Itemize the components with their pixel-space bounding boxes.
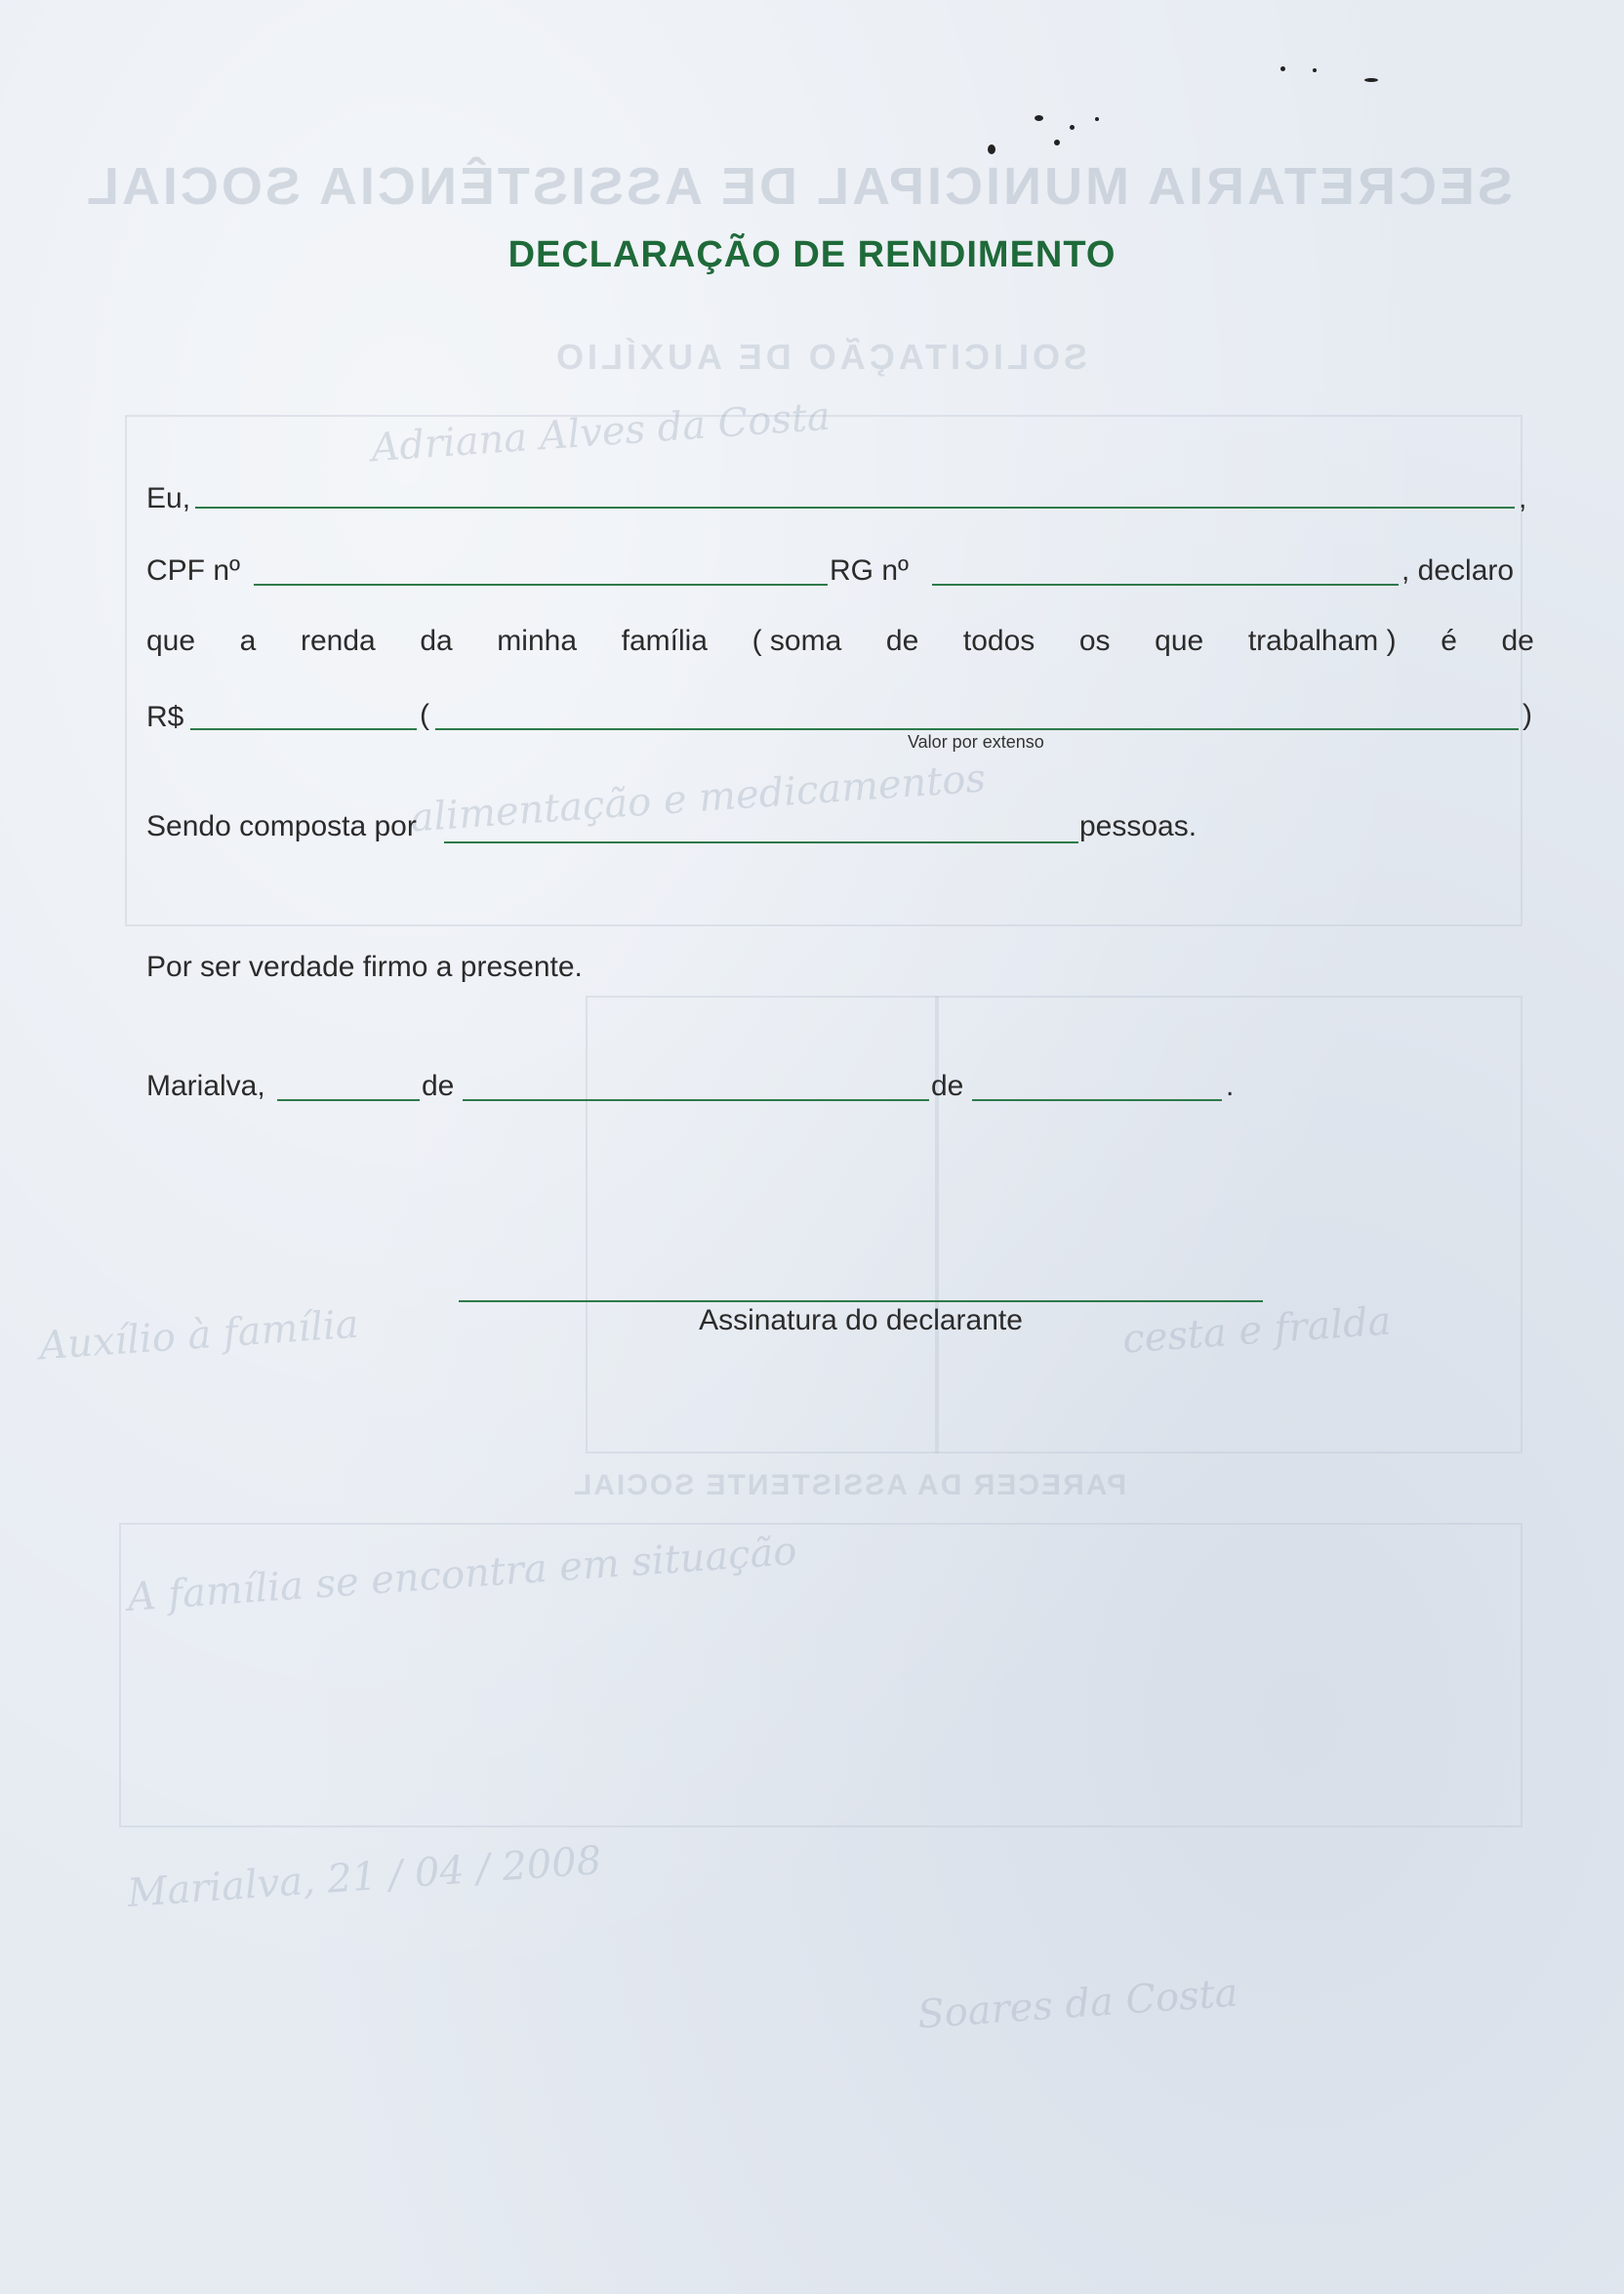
date-period: . bbox=[1226, 1070, 1235, 1102]
show-through-subheading: SOLICITAÇÃO DE AUXÍLIO bbox=[552, 337, 1088, 377]
sentence-word: minha bbox=[497, 625, 578, 657]
income-words-field[interactable] bbox=[435, 728, 1519, 730]
income-sentence bbox=[146, 625, 1534, 658]
sentence-word: a bbox=[239, 625, 257, 657]
show-through-parecer: PARECER DA ASSISTENTE SOCIAL bbox=[571, 1469, 1127, 1501]
sentence-word: os bbox=[1078, 625, 1111, 657]
name-field[interactable] bbox=[195, 507, 1515, 509]
show-through-signature: Soares da Costa bbox=[915, 1970, 1239, 2038]
show-through-handwriting: Marialva, 21 / 04 / 2008 bbox=[125, 1838, 603, 1916]
name-comma: , bbox=[1519, 482, 1527, 514]
sentence-word: todos bbox=[962, 625, 1035, 657]
de-label: de bbox=[931, 1070, 964, 1102]
show-through-handwriting: cesta e fralda bbox=[1120, 1298, 1393, 1363]
amount-in-words-caption: Valor por extenso bbox=[908, 732, 1044, 752]
rg-field[interactable] bbox=[932, 584, 1399, 586]
paren-open: ( bbox=[420, 699, 429, 731]
month-field[interactable] bbox=[463, 1099, 929, 1101]
show-through-heading: SECRETARIA MUNICIPAL DE ASSISTÊNCIA SOCIAL bbox=[83, 157, 1513, 216]
income-amount-field[interactable] bbox=[190, 728, 417, 730]
paren-close: ) bbox=[1522, 699, 1532, 731]
sentence-word: da bbox=[420, 625, 453, 657]
truth-statement: Por ser verdade firmo a presente. bbox=[146, 951, 583, 983]
sentence-word: trabalham ) bbox=[1247, 625, 1397, 657]
cpf-label: CPF nº bbox=[146, 554, 240, 587]
sentence-word: de bbox=[885, 625, 919, 657]
sentence-word: família bbox=[621, 625, 708, 657]
household-size-field[interactable] bbox=[444, 841, 1078, 843]
show-through-handwriting: Adriana Alves da Costa bbox=[369, 393, 832, 471]
rg-label: RG nº bbox=[830, 554, 909, 587]
de-label: de bbox=[422, 1070, 455, 1102]
day-field[interactable] bbox=[277, 1099, 420, 1101]
declaro-text: , declaro bbox=[1401, 554, 1515, 587]
sentence-word: renda bbox=[300, 625, 376, 657]
form-title: DECLARAÇÃO DE RENDIMENTO bbox=[508, 234, 1116, 275]
city-label: Marialva, bbox=[146, 1070, 265, 1102]
show-through-handwriting: A família se encontra em situação bbox=[126, 1529, 798, 1620]
sentence-word: que bbox=[1155, 625, 1204, 657]
cpf-field[interactable] bbox=[254, 584, 828, 586]
sentence-word: é bbox=[1441, 625, 1457, 657]
year-field[interactable] bbox=[972, 1099, 1222, 1101]
name-label: Eu, bbox=[146, 482, 191, 514]
signature-line[interactable] bbox=[459, 1300, 1263, 1302]
people-label: pessoas. bbox=[1079, 810, 1198, 842]
show-through-handwriting: alimentação e medicamentos bbox=[409, 756, 988, 841]
show-through-handwriting: Auxílio à família bbox=[37, 1301, 360, 1370]
sentence-word: que bbox=[146, 625, 196, 657]
sentence-word: ( soma bbox=[751, 625, 842, 657]
signature-caption: Assinatura do declarante bbox=[699, 1304, 1023, 1336]
household-label: Sendo composta por bbox=[146, 810, 417, 842]
sentence-word: de bbox=[1501, 625, 1534, 657]
currency-label: R$ bbox=[146, 701, 184, 733]
